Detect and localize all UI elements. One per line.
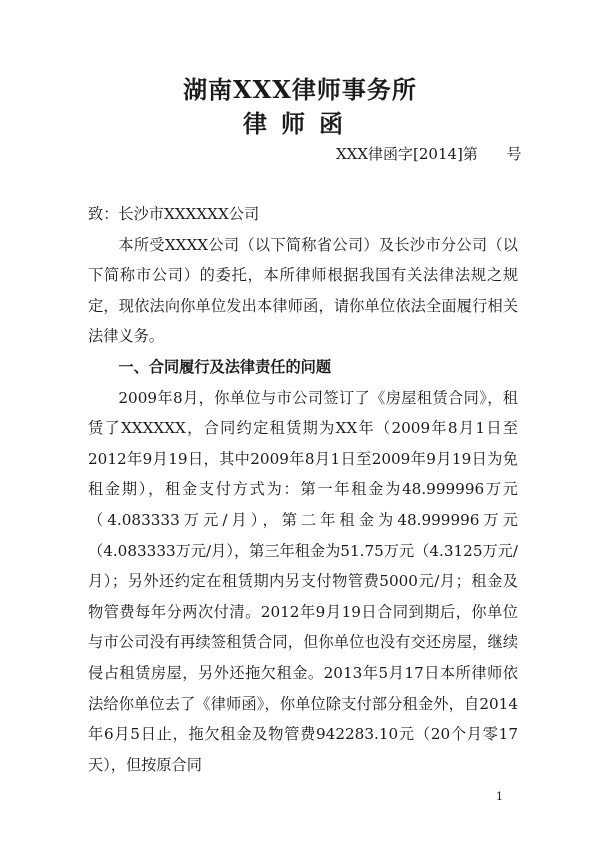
- contract-paragraph: 2009年8月，你单位与市公司签订了《房屋租赁合同》，租赁了XXXXXX，合同约定租赁期为XX年（2009年8月1日至2012年9月19日，其中2009年8月1日至2009年9月19日为免租金期），租金支付方式为：第一年租金为48.999996万元（4.083333万元/月），第二年租金为48.999996万元（4.083333万元/月），第三年租金为51.75万元（4.3125万元/月）；另外还约定在租赁期内另支付物管费5000元/月；租金及物管费每年分两次付清。2012年9月19日合同到期后，你单位与市公司没有再续签租赁合同，但你单位也没有交还房屋，继续侵占租赁房屋，另外还拖欠租金。2013年5月17日本所律师依法给你单位去了《律师函》，你单位除支付部分租金外，自2014年6月5日止，拖欠租金及物管费942283.10元（20个月零17天），但按原合同: [88, 388, 518, 774]
- reference-number: XXX律函字[2014]第 号: [336, 145, 522, 163]
- intro-paragraph: 本所受XXXX公司（以下简称省公司）及长沙市分公司（以下简称市公司）的委托，本所律师根据我国有关法律法规之规定，现依法向你单位发出本律师函，请你单位依法全面履行相关法律义务。: [88, 235, 518, 346]
- section-heading: 一、合同履行及法律责任的问题: [118, 357, 332, 376]
- addressee-line: 致：长沙市XXXXXX公司: [88, 205, 260, 223]
- letter-body: [88, 199, 518, 780]
- page-number: 1: [496, 790, 503, 803]
- document-title: 律师函: [243, 109, 357, 138]
- law-firm-name: 湖南XXX律师事务所: [183, 75, 417, 104]
